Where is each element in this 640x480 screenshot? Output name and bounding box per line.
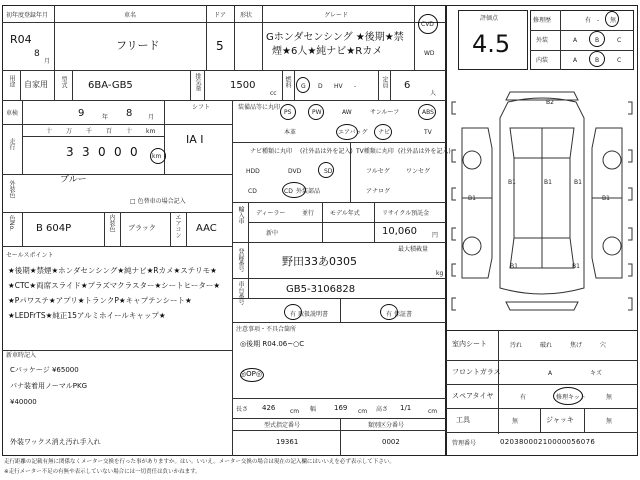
row2-v4 [190, 70, 191, 100]
first-reg-label: 初年度登録年月 [6, 12, 49, 19]
km-badge: km [152, 153, 162, 160]
sd-circle [318, 162, 334, 178]
repair-opt-yes: 有 [585, 17, 592, 24]
warranty-bottom [232, 322, 446, 323]
dealer-label: ディーラー [256, 210, 286, 217]
mile-head-line [22, 136, 164, 137]
cc-label: cc [270, 90, 277, 97]
inspection-label: 車検 [6, 110, 19, 117]
insp-v2 [164, 100, 165, 174]
import-label: 輸入車 [237, 206, 244, 224]
doors-value: 5 [216, 39, 224, 53]
rt-h2 [446, 384, 638, 385]
reg-number-label: 登録番号 [237, 248, 244, 272]
cc-v2 [104, 212, 105, 246]
navi-circle [374, 124, 392, 140]
cond-h2 [530, 50, 634, 51]
row2-v8 [378, 70, 379, 100]
rt-h3 [446, 408, 638, 409]
capacity-label: 定員 [381, 76, 388, 88]
navi-label: ナビ種類に丸印 [250, 148, 293, 155]
usage-label: 用途 [8, 75, 15, 87]
options-label: 新車時記入 [6, 352, 37, 359]
colorcode-bottom [2, 246, 232, 247]
damage-code: B2 [546, 99, 554, 106]
fuel-opt-dash: - [354, 83, 357, 90]
recycle-yen: 円 [432, 232, 439, 239]
dealer-opt: 並行 [302, 210, 315, 217]
warranty-circle [380, 304, 398, 320]
usage-value: 自家用 [24, 80, 48, 89]
sales-point-label: セールスポイント [6, 252, 54, 259]
spare-opt-kit: 修理キット [556, 394, 586, 401]
repair-opt-no: 無 [610, 17, 617, 24]
rt-v1 [498, 330, 499, 434]
manual-opt-yes: 有 [290, 311, 297, 318]
seat-opt-dirty: 汚れ [510, 342, 523, 349]
class-number-label: 類別区分番号 [368, 422, 405, 429]
interior-seat-label: 室内シート [452, 340, 487, 348]
repair-label: 修理歴 [533, 17, 552, 24]
length-value: 426 [262, 404, 276, 412]
insp-divider [2, 124, 232, 125]
spare-opt-yes: 有 [520, 394, 527, 401]
tv-fullseg: フルセグ [366, 168, 390, 175]
glass-opt-scratch: キズ [590, 370, 602, 377]
pw-circle [308, 104, 324, 120]
model-value: 6BA-GB5 [88, 80, 133, 91]
jack-label: ジャッキ [546, 416, 574, 424]
class-number-value: 0002 [382, 438, 400, 446]
damage-code-labels [468, 99, 610, 270]
navi-hdd: HDD [246, 168, 260, 175]
header-sub [2, 22, 446, 23]
recycle-label: リサイクル預託金 [382, 210, 430, 217]
header-col2 [206, 5, 207, 70]
displacement-value: 1500 [230, 80, 256, 91]
mileage-unit-label: km [146, 128, 156, 135]
exterior-opt-c: C [617, 37, 622, 44]
grade-line2: 煙★6人★純ナビ★Rカメ [272, 46, 383, 57]
options-line2: パナ装着用ノーマルPKG [10, 382, 88, 390]
footnote-line2: ※走行メーター不足の有無や表示していない場合には一切責任は負いかねます。 [4, 469, 201, 475]
car-name: フリード [116, 39, 160, 52]
rt-tools-v [540, 408, 541, 432]
options-footer: 外装ワックス消え汚れ手入れ [10, 438, 101, 446]
ps-circle [280, 104, 296, 120]
wd-label: WD [424, 50, 435, 57]
navi-ext-circle [282, 182, 306, 198]
seat-opt-torn: 破れ [540, 342, 553, 349]
navi-dvd: DVD [288, 168, 302, 175]
row2-v2 [54, 70, 55, 100]
inspection-month: 8 [126, 108, 133, 119]
cc-v1 [22, 212, 23, 246]
reg-v1 [248, 242, 249, 298]
mileage-digit: 0 [98, 145, 106, 159]
cc-v5 [186, 212, 187, 246]
dealer-sub [248, 222, 446, 223]
sales-point-line: ★CTC★両席スライド★プラズマクラスター★シートヒーター★ [8, 281, 221, 290]
width-value: 169 [334, 404, 348, 412]
mileage-unit-label: 千 [86, 128, 93, 135]
mgmt-label: 管理番号 [452, 440, 477, 447]
cc-v4 [170, 212, 171, 246]
height-value: 1/1 [400, 404, 412, 412]
cond-v1 [560, 10, 561, 70]
tv-oneseg: ワンセグ [406, 168, 431, 175]
reg-number-value: 野田33あ0305 [282, 255, 357, 268]
model-year-label: モデル年式 [330, 210, 360, 217]
options-line1: Cパッケージ ¥65000 [10, 366, 79, 374]
spare-kit-circle [553, 387, 583, 405]
airbag-circle [336, 124, 358, 140]
exterior-color-value: ブルー [60, 175, 87, 185]
options-line3: ¥40000 [10, 398, 37, 406]
header-divider [2, 70, 446, 71]
model-label: 型式 [60, 76, 67, 88]
navi-ext: 外装部品 [296, 188, 321, 195]
interior-color-label: 内装色 [108, 214, 115, 232]
first-reg-month: 8 [34, 49, 40, 59]
inspection-year-unit: 年 [102, 114, 109, 121]
interior-color-value: ブラック [128, 224, 156, 232]
fuel-opt-d: D [318, 83, 323, 90]
options-divider [2, 350, 232, 351]
dim-top [232, 398, 446, 399]
equipment-item: TV [424, 129, 432, 136]
first-reg-month-unit: 月 [44, 58, 51, 65]
manual-label: 取扱説明書 [298, 311, 329, 318]
jack-opt: 無 [606, 418, 613, 425]
tv-analog: アナログ [366, 188, 391, 195]
type-number-label: 型式指定番号 [264, 422, 301, 429]
mileage-digit: 3 [82, 145, 90, 159]
rt-h1 [446, 360, 638, 361]
navi-sd: SD [324, 168, 333, 175]
mgmt-value: 02038000210000056076 [500, 438, 596, 446]
row2-v3 [72, 70, 73, 100]
dim-bottom [232, 418, 446, 419]
car-damage-diagram [448, 88, 636, 324]
navi-cd1: CD [248, 188, 257, 195]
mileage-label: 走行 [8, 138, 15, 150]
warranty-mid [340, 298, 341, 322]
car-name-label: 車名 [124, 12, 137, 19]
damage-code: B1 [508, 179, 516, 186]
cond-h1 [530, 30, 634, 31]
dealer-bottom [232, 242, 446, 243]
first-reg-era: R04 [10, 33, 32, 46]
fuel-label: 燃料 [284, 76, 291, 88]
equipment-item: 本革 [284, 129, 297, 136]
type-sub [232, 430, 446, 431]
max-load-label: 最大積載量 [398, 246, 429, 253]
mileage-digit: 0 [114, 145, 122, 159]
notes-line1: ◎後期 R04.06~○C [240, 340, 305, 348]
glass-label: フロントガラス [452, 368, 501, 376]
damage-code: B1 [468, 195, 476, 202]
insp-v1 [22, 100, 23, 174]
seat-opt-burn: 焦げ [570, 342, 583, 349]
recycle-value: 10,060 [382, 226, 417, 237]
max-load-kg: kg [436, 270, 444, 277]
equipment-item: PS [284, 109, 292, 116]
fuel-opt-g: G [301, 83, 306, 90]
length-label: 長さ [236, 406, 249, 413]
chassis-label: 車台番号 [237, 281, 244, 305]
navi-note: (社外品は外を記入) [300, 148, 353, 155]
shift-value: IA I [186, 133, 204, 146]
mileage-unit-label: 万 [66, 128, 73, 135]
rt-h4 [446, 432, 638, 433]
fuel-g-circle [296, 77, 310, 93]
row2-v1 [20, 70, 21, 100]
tools-label: 工具 [456, 416, 470, 424]
navi-cd2: CD [284, 188, 293, 195]
equipment-item: AW [342, 109, 352, 116]
mileage-unit-label: 百 [106, 128, 113, 135]
grade-line1: Gホンダセンシング ★後期★禁 [266, 32, 404, 43]
notes-op-circle [240, 368, 264, 382]
exterior-opt-b: B [595, 37, 600, 44]
interior-opt-c: C [617, 57, 622, 64]
repair-opt-dash: - [597, 17, 600, 24]
inspection-year: 9 [78, 108, 85, 119]
row2-v5 [204, 70, 205, 100]
exterior-label: 外装 [536, 37, 549, 44]
sales-point-line: ★LEDFrTS★純正15アルミホイールキャップ★ [8, 311, 166, 320]
header-col1 [54, 5, 55, 70]
ac-label: エアコン [174, 214, 181, 238]
colorcode-divider [2, 212, 232, 213]
color-divider [2, 174, 232, 175]
row2-v9 [390, 70, 391, 100]
equipment-label: 装備品等に丸印 [238, 104, 281, 111]
notes-label: 注意事項・不具合箇所 [236, 326, 297, 333]
type-number-value: 19361 [276, 438, 299, 446]
dealer-top [232, 202, 446, 203]
tv-note: (社外品は外を記入) [398, 148, 451, 155]
width-unit: cm [358, 408, 368, 415]
type-mid [340, 418, 341, 456]
mileage-digit: 3 [66, 145, 74, 159]
equip-divider [232, 142, 446, 143]
cc-v3 [120, 212, 121, 246]
equipment-item: エアバッグ [338, 129, 368, 136]
fuel-opt-hv: HV [334, 83, 343, 90]
header-col4 [262, 5, 263, 70]
interior-label: 内装 [536, 57, 549, 64]
score-label: 評価点 [480, 15, 499, 22]
notes-line2: ◎OP◎ [240, 370, 262, 378]
equipment-item: ABS [422, 109, 434, 116]
sales-point-line: ★後期★禁煙★ホンダセンシング★純ナビ★Rカメ★ステリモ★ [8, 266, 217, 275]
spare-opt-no: 無 [606, 394, 613, 401]
mileage-unit-label: 十 [46, 128, 53, 135]
abs-circle [418, 104, 436, 120]
header-col5 [414, 5, 415, 70]
sales-point-line: ★Pパワステ★アプリ★トランクP★キャプテンシート★ [8, 296, 192, 305]
displacement-label: 排気量 [194, 73, 201, 91]
score-value: 4.5 [472, 30, 511, 58]
damage-code: B1 [602, 195, 610, 202]
damage-code: B1 [572, 263, 580, 270]
height-unit: cm [428, 408, 438, 415]
rt-jack-v [584, 408, 585, 432]
manual-circle [284, 304, 302, 320]
exterior-color-label: 外装色 [8, 180, 15, 198]
glass-opt-a: A [548, 370, 553, 377]
reg-bottom [232, 278, 446, 279]
chassis-bottom [232, 298, 446, 299]
equipment-item: ナビ [378, 129, 391, 136]
color-change-note: □ 色替車の場合記入 [130, 198, 186, 205]
tools-opt: 無 [512, 418, 519, 425]
row2-divider [2, 100, 446, 101]
damage-code: B1 [544, 179, 552, 186]
dealer-value: 新中 [266, 230, 279, 237]
exterior-opt-a: A [573, 37, 578, 44]
ac-value: AAC [196, 223, 217, 234]
spare-label: スペアタイヤ [452, 392, 494, 400]
capacity-value: 6 [404, 80, 411, 91]
footnote-line1: 走行距離の記載有無に関係なくメーター交換を行った事がありますか。はい。いいえ。メーター交換の場合は現在の記入欄にはいいえを必ず表示して下さい。 [4, 459, 395, 465]
equipment-item: PW [312, 109, 322, 116]
color-code-label: 色No. [8, 215, 15, 231]
equipment-item: サンルーフ [370, 109, 400, 116]
warranty-label: 保証書 [394, 311, 413, 318]
warranty-opt-yes: 有 [386, 311, 393, 318]
chassis-value: GB5-3106828 [286, 284, 356, 295]
shift-label: シフト [192, 104, 211, 111]
height-label: 高さ [376, 406, 389, 413]
damage-code: B1 [510, 263, 518, 270]
interior-opt-b: B [595, 57, 600, 64]
header-col3 [234, 5, 235, 70]
tv-label: TV種類に丸印 [356, 148, 394, 155]
cvt-badge: CVD [421, 21, 434, 28]
interior-b-circle [589, 51, 605, 67]
row2-v7 [294, 70, 295, 100]
color-code-value: B 604P [36, 223, 72, 234]
capacity-unit: 人 [430, 90, 437, 97]
inspection-month-unit: 月 [148, 114, 155, 121]
grade-label: グレード [324, 12, 349, 19]
damage-code: B1 [574, 179, 582, 186]
mileage-unit-label: 十 [126, 128, 133, 135]
width-label: 幅 [310, 406, 317, 413]
seat-opt-hole: 穴 [600, 342, 607, 349]
doors-label: ドア [214, 12, 226, 19]
shape-label: 形状 [240, 12, 253, 19]
interior-opt-a: A [573, 57, 578, 64]
row2-v6 [282, 70, 283, 100]
repair-none-circle [605, 11, 619, 27]
mileage-digit: 0 [130, 145, 138, 159]
exterior-b-circle [589, 31, 605, 47]
length-unit: cm [290, 408, 300, 415]
